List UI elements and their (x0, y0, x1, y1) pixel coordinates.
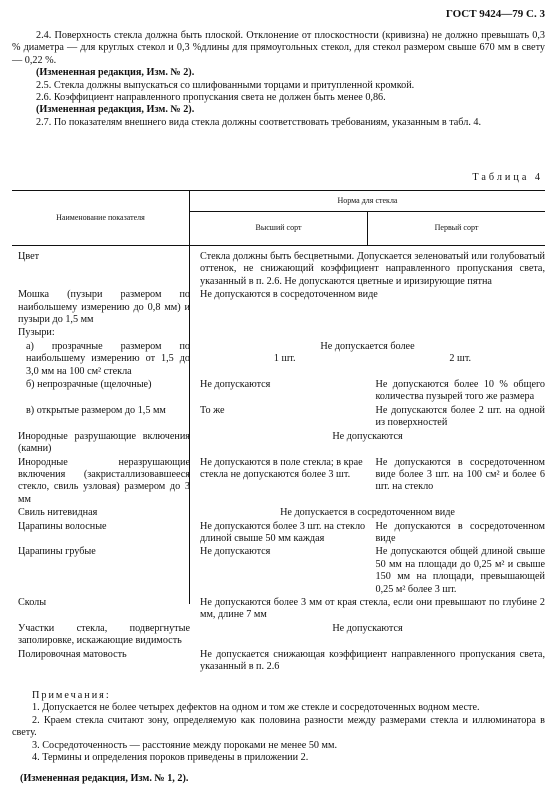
indicator-name: б) непрозрачные (щелочные) (26, 379, 152, 391)
norm-first-grade: Не допускаются общей длиной свыше 50 мм на площади до 0,25 м² и свыше 150 мм на площади, превышающей 0,25 м² более 3 шт. (375, 546, 545, 595)
norm-cell (190, 327, 545, 339)
norm-cell (190, 521, 545, 546)
amendment-note: (Измененная редакция, Изм. № 2). (36, 104, 195, 116)
indicator-name: Пузыри: (18, 327, 55, 339)
norm-first-grade: Не допускаются более 2 шт. на одной из поверхностей (375, 404, 545, 429)
norm-by-grade (190, 521, 545, 546)
indicator-name: в) открытые размером до 1,5 мм (26, 404, 166, 416)
indicator-name: а) прозрачные размером по наибольшему измерению от 1,5 до 3,0 мм на 100 см² стекла (26, 340, 190, 377)
table-row (12, 431, 545, 456)
table-row (12, 405, 545, 430)
norm-cell (190, 649, 545, 674)
header-norm: Норма для стекла (190, 191, 545, 212)
notes-title: Примечания: (32, 690, 111, 701)
norm-by-grade (190, 353, 545, 365)
norm-cell (190, 623, 545, 648)
footer-amendment: (Измененная редакция, Изм. № 1, 2). (20, 773, 189, 784)
indicator-name: Царапины волосные (18, 520, 107, 532)
norm-by-grade (190, 457, 545, 494)
norm-cell (190, 341, 545, 378)
paragraph: 2.5. Стекла должны выпускаться со шлифованными торцами и притупленной кромкой. (36, 79, 415, 91)
table-row (12, 457, 545, 507)
norm-by-grade (190, 379, 545, 404)
table-row (12, 623, 545, 648)
note-item: 2. Краем стекла считают зону, определяемую как половина разности между размерами стекла и иллюминатора в свету. (12, 714, 545, 739)
table-row (12, 649, 545, 674)
norm-cell (190, 405, 545, 430)
paragraph: 2.6. Коэффициент направленного пропускания света не должен быть менее 0,86. (36, 92, 386, 104)
table-row (12, 251, 545, 288)
table-row (12, 546, 545, 596)
norm-highest-grade: Не допускаются в поле стекла; в крае стекла не допускаются более 3 шт. (200, 456, 363, 480)
indicator-name: Царапины грубые (18, 546, 96, 558)
note-item: 4. Термины и определения пороков приведены в приложении 2. (32, 752, 309, 764)
norm-first-grade: Не допускаются более 10 % общего количества пузырей того же размера (375, 379, 545, 403)
table-row (12, 521, 545, 546)
header-grade-first: Первый сорт (434, 223, 479, 233)
indicator-name: Инородные неразрушающие включения (закристаллизовавшееся стекло, свиль узловая) размером до 3 мм (18, 456, 190, 505)
paragraph: 2.7. По показателям внешнего вида стекла должны соответствовать требованиям, указанным в табл. 4. (36, 116, 482, 128)
table-row (12, 597, 545, 622)
norm-first-grade: 2 шт. (449, 353, 472, 365)
paragraph: 2.4. Поверхность стекла должна быть плоской. Отклонение от плоскостности (кривизна) не должно превышать 0,3 % диаметра — для круглых стекол и 0,3 %длины для прямоугольных стекол, для стекол размером свыше 670 мм в свету — 0,22 %. (12, 30, 545, 66)
table-row (12, 327, 545, 339)
table-row (12, 289, 545, 326)
note-item: 3. Сосредоточенность — расстояние между пороками не менее 50 мм. (32, 739, 337, 751)
norm-both-grades: Не допускаются в сосредоточенном виде (200, 289, 378, 301)
norm-highest-grade: То же (200, 404, 225, 416)
indicator-name: Инородные разрушающие включения (камни) (18, 430, 190, 455)
norm-cell (190, 289, 545, 326)
indicator-name: Цвет (18, 251, 40, 262)
table-row (12, 341, 545, 378)
section-text (12, 30, 545, 129)
note-item: 1. Допускается не более четырех дефектов на одном и том же стекле и сосредоточенных водном месте. (32, 702, 480, 714)
norm-by-grade (190, 546, 545, 596)
norm-cell (190, 507, 545, 519)
table-header (12, 190, 545, 246)
norm-by-grade (190, 405, 545, 430)
defects-table (12, 190, 545, 673)
norm-both-grades: Стекла должны быть бесцветными. Допускается зеленоватый или голубоватый оттенок, не снижающий коэффициент направленного пропускания света, указанный в п. 2.6. Не допускаются цветные и иризирующие пятна (200, 251, 545, 287)
page-header: ГОСТ 9424—79 С. 3 (445, 8, 545, 20)
norm-both-grades: Не допускается снижающая коэффициент направленного пропускания света, указанный в п. 2.6 (200, 648, 545, 672)
table-row (12, 379, 545, 404)
indicator-name: Свиль нитевидная (18, 507, 98, 519)
norm-both-grades: Не допускаются (332, 430, 403, 442)
amendment-note: (Измененная редакция, Изм. № 2). (36, 67, 195, 79)
norm-highest-grade: Не допускаются (200, 546, 271, 558)
norm-cell (190, 546, 545, 596)
norm-first-grade: Не допускаются в сосредоточенном виде (375, 520, 545, 544)
indicator-name: Мошка (пузыри размером по наибольшему измерению до 0,8 мм) и пузыри до 1,5 мм (18, 289, 190, 326)
norm-cell (190, 431, 545, 456)
norm-cell (190, 457, 545, 507)
norm-cell (190, 251, 545, 288)
norm-both-grades: Не допускаются более 3 мм от края стекла, если они превышают по глубине 2 мм, длине 7 мм (200, 596, 545, 621)
norm-first-grade: Не допускаются в сосредоточенном виде более 3 шт. на 100 см² и более 6 шт. на стекло (375, 456, 545, 493)
norm-both-grades: Не допускаются (332, 622, 403, 634)
header-grade-highest: Высший сорт (190, 212, 368, 245)
norm-highest-grade: Не допускаются более 3 шт. на стекло длиной свыше 50 мм каждая (200, 520, 366, 544)
table-caption: Таблица 4 (472, 172, 543, 183)
norm-both-grades: Не допускается в сосредоточенном виде (280, 507, 455, 519)
norm-highest-grade: 1 шт. (273, 353, 296, 365)
norm-highest-grade: Не допускаются (200, 379, 271, 391)
norm-both-grades: Не допускается более (320, 340, 415, 352)
indicator-name: Полировочная матовость (18, 648, 127, 660)
indicator-name: Сколы (18, 596, 47, 608)
indicator-name: Участки стекла, подвергнутые заполировке, искажающие видимость (18, 622, 190, 647)
norm-cell (190, 597, 545, 622)
norm-cell (190, 379, 545, 404)
table-body (12, 246, 545, 673)
notes (12, 690, 545, 764)
table-row (12, 507, 545, 519)
header-indicator-name: Наименование показателя (12, 191, 190, 245)
